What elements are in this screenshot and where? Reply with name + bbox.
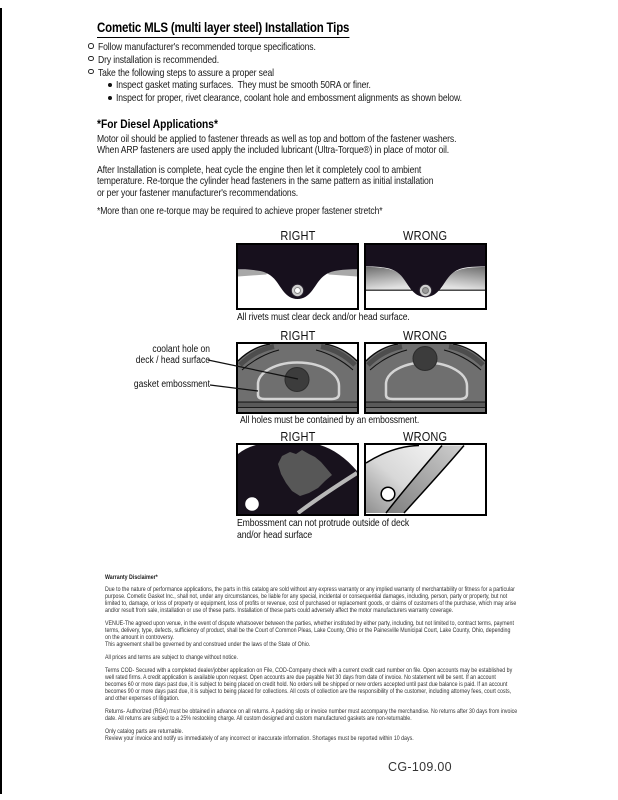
paragraph-line: or per your fastener manufacturer's recommendations. xyxy=(97,186,299,199)
coolant-hole-label xyxy=(95,344,210,366)
list-item-text: Inspect for proper, rivet clearance, coolant hole and embossment alignments as shown below. xyxy=(116,92,462,105)
figure1-caption xyxy=(237,312,448,324)
figure2-right-label: RIGHT xyxy=(279,329,316,343)
paragraph-line: temperature. Re-torque the cylinder head fasteners in the same pattern as initial installation xyxy=(97,175,434,188)
figure1-wrong-label: WRONG xyxy=(403,229,448,243)
paragraph-line: After Installation is complete, heat cycle the engine then let it completely cool to ambient xyxy=(97,164,422,176)
label-line: deck / head surface xyxy=(135,355,210,366)
leader-lines xyxy=(205,352,305,396)
figure3-wrong-label: WRONG xyxy=(403,430,448,444)
caption-line: Embossment can not protrude outside of deck xyxy=(237,517,410,529)
paragraph-line: Motor oil should be applied to fastener threads as well as top and bottom of the fastener washers. xyxy=(97,133,457,145)
list-item-text: Dry installation is recommended. xyxy=(97,53,219,66)
list-item-text: Take the following steps to assure a proper seal xyxy=(97,66,274,79)
legal-returnable: Only catalog parts are returnable. xyxy=(105,728,184,735)
list-subitem xyxy=(88,79,538,92)
figure-protrusion-right xyxy=(236,443,359,516)
label-line: coolant hole on xyxy=(152,344,210,355)
figure-protrusion-wrong xyxy=(364,443,487,516)
caption-line: and/or head surface xyxy=(237,528,313,541)
installation-tips-list xyxy=(88,41,538,105)
diesel-paragraph-1 xyxy=(97,134,535,157)
gasket-embossment-label xyxy=(95,379,210,390)
page-number: CG-109.00 xyxy=(388,760,452,774)
list-item-text: Follow manufacturer's recommended torque specifications. xyxy=(97,41,316,53)
diesel-heading-wrap xyxy=(97,117,239,131)
legal-returns: Returns- Authorized (RGA) must be obtained in advance on all returns. A packing slip or invoice number must accompany the merchandise. No returns after 30 days from invoice date. All returns are subject to a 25% restocking charge. All custom designed and custom manufactured gaskets are non-returnable. xyxy=(105,708,518,722)
figure2-caption xyxy=(240,415,458,427)
diesel-heading: *For Diesel Applications* xyxy=(97,117,218,131)
list-subitem xyxy=(88,92,538,105)
figure2-wrong-label: WRONG xyxy=(403,329,448,343)
paragraph-line: *More than one re-torque may be required to achieve proper fastener stretch* xyxy=(97,205,383,217)
legal-prices: All prices and terms are subject to change without notice. xyxy=(105,654,239,661)
figure3-right-label: RIGHT xyxy=(279,430,316,444)
list-item xyxy=(88,41,538,54)
dot-bullet-icon xyxy=(108,96,112,100)
legal-warranty: Due to the nature of performance applications, the parts in this catalog are sold without any express warranty or any implied warranty of merchantability or fitness for a particular purpose. Cometic Gasket Inc., shall not, under any circumstances, be liable for any special, incidental or consequential damages, including, person, party or property, but not limited to, damage, or loss of property or equipment, loss of profits or revenue, cost of purchased or replacement goods, or claims of customers of the purchase, which may arise and/or result from sale, installation or use of these parts. Installation of these parts could adversely affect the motor manufacturers warranty coverage. xyxy=(105,586,517,614)
list-item-text: Inspect gasket mating surfaces. They must be smooth 50RA or finer. xyxy=(116,79,371,92)
caption-line: All rivets must clear deck and/or head surface. xyxy=(237,311,410,323)
label-line: gasket embossment xyxy=(133,379,210,390)
figure3-caption xyxy=(237,518,447,541)
diesel-paragraph-2 xyxy=(97,165,507,199)
paragraph-line: When ARP fasteners are used apply the included lubricant (Ultra-Torque®) in place of motor oil. xyxy=(97,144,450,157)
list-item xyxy=(88,54,538,67)
legal-terms: Terms COD- Secured with a completed dealer/jobber application on File, COD-Company check with a current credit card number on file. Open accounts may be established by well rated firms. A credit application is available upon request. Open accounts are due payable Net 30 days from date of invoice. No statement will be sent. If an account becomes 60 or more days past due, it is subject to being placed on credit hold. No orders will be shipped or new orders accepted until past due balance is paid. If an account becomes 90 or more days past due, it is subject to being placed for collections. All costs of collection are the responsibility of the customer, including attorney fees, court costs, and other expenses of litigation. xyxy=(105,667,513,702)
circle-bullet-icon xyxy=(88,56,94,62)
legal-disclaimer xyxy=(105,574,517,748)
list-item xyxy=(88,67,538,80)
dot-bullet-icon xyxy=(108,83,112,87)
left-margin-rule xyxy=(0,8,2,794)
figure1-right-label: RIGHT xyxy=(279,229,316,243)
legal-venue: VENUE-The agreed upon venue, in the event of dispute whatsoever between the parties, whether instituted by either party, including, but not limited to, contract terms, payment terms, delivery, type, defects, sufficiency of product, shall be the Court of Common Pleas, Lake County, Ohio or the Painesville Municipal Court, Lake County, Ohio, depending on the amount in controversy. xyxy=(105,620,514,641)
legal-governing: This agreement shall be governed by and construed under the laws of the State of Ohio. xyxy=(105,641,311,648)
figure-embossment-wrong xyxy=(364,342,487,414)
figure-rivet-wrong xyxy=(364,243,487,310)
caption-line: All holes must be contained by an embossment. xyxy=(240,414,420,426)
page-title-wrap xyxy=(97,19,394,38)
circle-bullet-icon xyxy=(88,43,94,49)
figure-rivet-right xyxy=(236,243,359,310)
retorque-note xyxy=(97,206,445,217)
circle-bullet-icon xyxy=(88,69,94,75)
legal-review: Review your invoice and notify us immediately of any incorrect or inaccurate information. Shortages must be reported within 10 days. xyxy=(105,735,414,742)
page-title: Cometic MLS (multi layer steel) Installation Tips xyxy=(97,20,349,38)
legal-heading: Warranty Disclaimer* xyxy=(105,574,158,581)
